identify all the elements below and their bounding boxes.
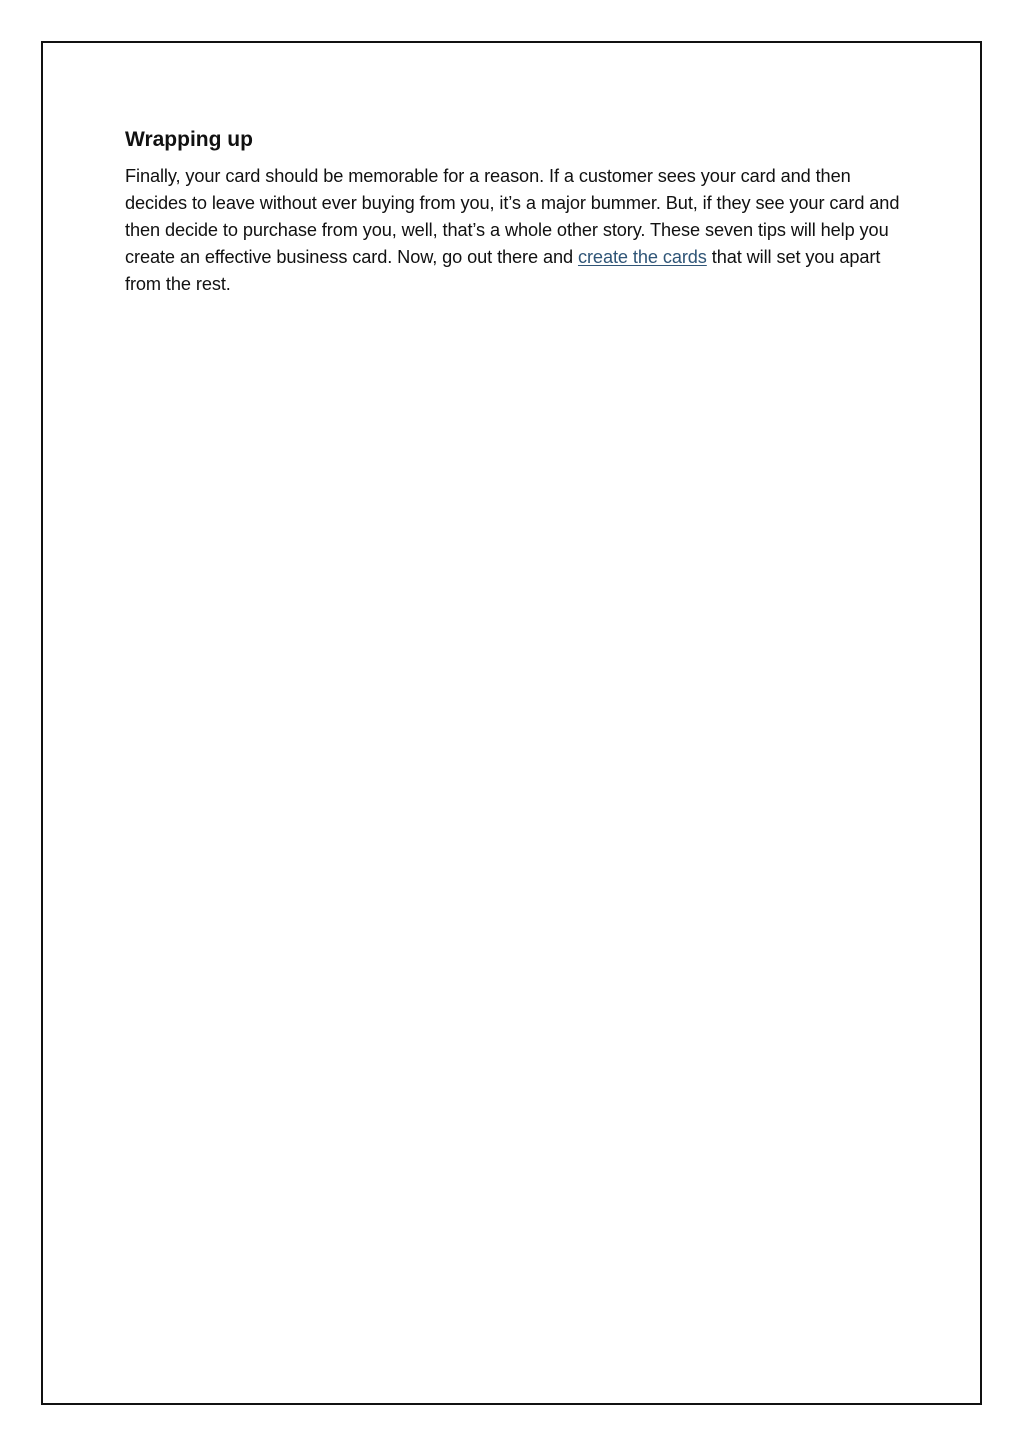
create-the-cards-link[interactable]: create the cards bbox=[577, 247, 707, 268]
paragraph-text-before-link: Finally, your card should be memorable for a reason. If a customer sees your card and then decides to leave without ever buying from you, it’s a major bummer. But, if they see your card and then decide to purchase from you, well, that’s a whole other story. These seven tips will help you create an effective business card. Now, go out there and bbox=[125, 166, 900, 268]
paragraph-text-after-link: that will set you apart from the rest. bbox=[125, 247, 881, 295]
section-heading: Wrapping up bbox=[125, 128, 253, 151]
document-page bbox=[41, 41, 982, 1405]
body-paragraph bbox=[125, 163, 900, 298]
document-content bbox=[125, 127, 900, 298]
